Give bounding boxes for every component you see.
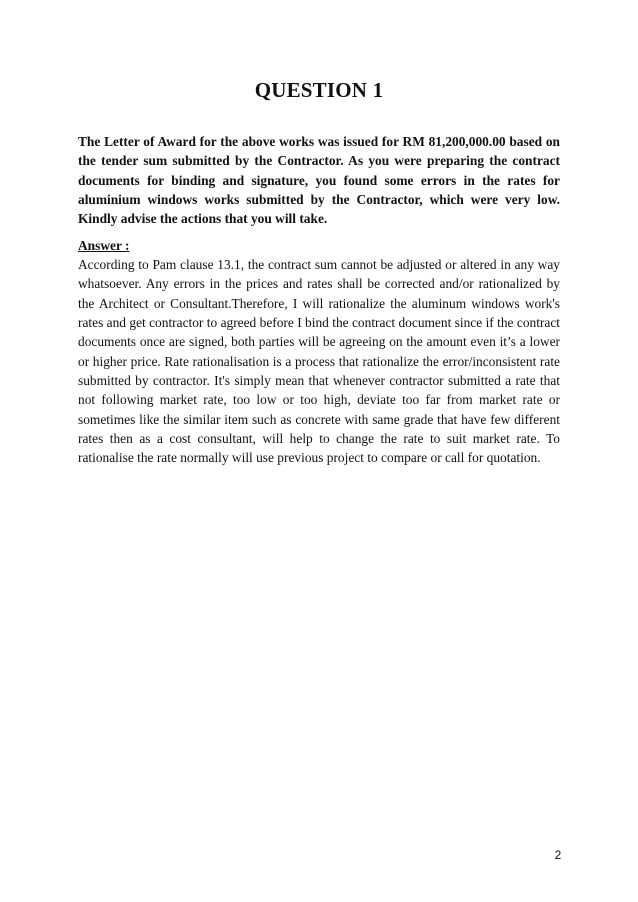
answer-text: According to Pam clause 13.1, the contract sum cannot be adjusted or altered in any way whatsoever. Any errors in the prices and rates shall be corrected and/or rationalized by the Architect or Consultant.Therefore, I will rationalize the aluminum windows work's rates and get contractor to agreed before I bind the contract document since if the contract documents once are signed, both parties will be agreeing on the amount even it’s a lower or higher price. Rate rationalisation is a process that rationalize the error/inconsistent rate submitted by contractor. It's simply mean that whenever contractor submitted a rate that not following market rate, too low or too high, deviate too far from market rate or sometimes like the similar item such as concrete with same grade that have few different rates then as a cost consultant, will help to change the rate to suit market rate. To rationalise the rate normally will use previous project to compare or call for quotation.: [78, 257, 560, 466]
page-number: 2: [554, 848, 562, 862]
answer-heading: Answer :: [78, 238, 130, 253]
page-title: QUESTION 1: [254, 78, 384, 102]
question-text: The Letter of Award for the above works was issued for RM 81,200,000.00 based on the tender sum submitted by the Contractor. As you were preparing the contract documents for binding and signature, you found some errors in the rates for aluminium windows works submitted by the Contractor, which were very low. Kindly advise the actions that you will take.: [78, 134, 560, 227]
